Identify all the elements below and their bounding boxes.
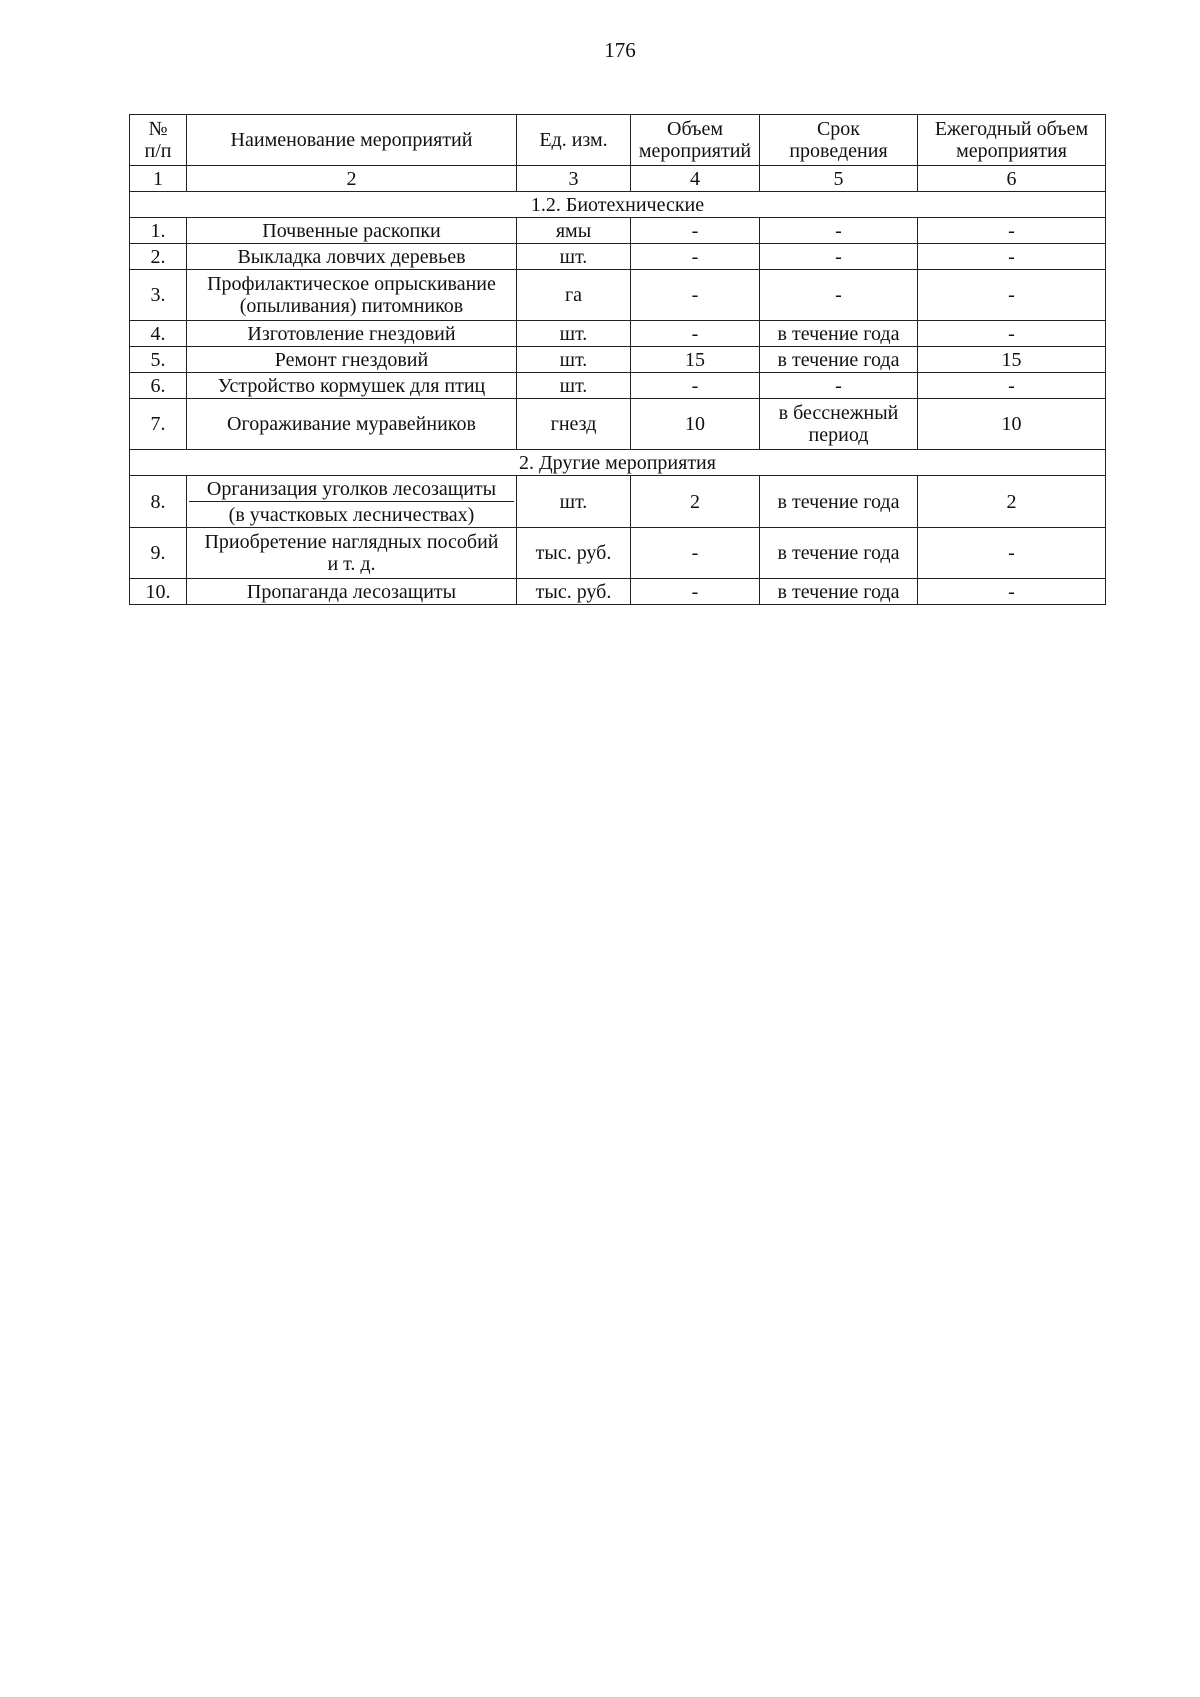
row-name-part: Организация уголков лесозащиты	[206, 477, 497, 500]
row-term: в течение года	[760, 321, 918, 347]
row-number: 2.	[130, 244, 187, 270]
row-term: -	[760, 244, 918, 270]
row-unit: тыс. руб.	[517, 528, 631, 579]
row-number: 6.	[130, 373, 187, 399]
row-annual: -	[918, 218, 1106, 244]
row-volume: -	[631, 244, 760, 270]
row-unit: ямы	[517, 218, 631, 244]
table-row	[130, 218, 1106, 244]
header-num: № п/п	[130, 115, 187, 166]
row-name	[187, 270, 517, 321]
row-number: 5.	[130, 347, 187, 373]
row-name: Изготовление гнездовий	[187, 321, 517, 347]
row-number: 4.	[130, 321, 187, 347]
row-annual: -	[918, 270, 1106, 321]
header-volume: Объем мероприятий	[631, 115, 760, 166]
table-row	[130, 347, 1106, 373]
table-row	[130, 528, 1106, 579]
table-row	[130, 579, 1106, 605]
row-name-line: Профилактическое опрыскивание	[207, 273, 496, 295]
row-annual: -	[918, 579, 1106, 605]
row-name	[187, 528, 517, 579]
column-number: 3	[517, 166, 631, 192]
row-volume: -	[631, 218, 760, 244]
row-annual: -	[918, 528, 1106, 579]
row-term: в течение года	[760, 579, 918, 605]
row-volume: -	[631, 579, 760, 605]
row-term: в течение года	[760, 476, 918, 528]
row-annual: -	[918, 244, 1106, 270]
section-row	[130, 192, 1106, 218]
row-number: 10.	[130, 579, 187, 605]
section-title: 1.2. Биотехнические	[130, 192, 1106, 218]
row-name-line: (опыливания) питомников	[239, 295, 464, 317]
row-volume: 10	[631, 399, 760, 450]
table-row	[130, 244, 1106, 270]
row-name: Пропаганда лесозащиты	[187, 579, 517, 605]
row-term	[760, 399, 918, 450]
row-number: 3.	[130, 270, 187, 321]
header-annual: Ежегодный объем мероприятия	[918, 115, 1106, 166]
row-name: Огораживание муравейников	[187, 399, 517, 450]
row-annual: -	[918, 373, 1106, 399]
row-term-line: период	[808, 424, 869, 446]
row-number: 1.	[130, 218, 187, 244]
header-name: Наименование мероприятий	[187, 115, 517, 166]
row-name: Ремонт гнездовий	[187, 347, 517, 373]
column-number: 1	[130, 166, 187, 192]
column-number: 5	[760, 166, 918, 192]
row-number: 7.	[130, 399, 187, 450]
row-unit: шт.	[517, 347, 631, 373]
column-number: 2	[187, 166, 517, 192]
row-unit: шт.	[517, 321, 631, 347]
section-title: 2. Другие мероприятия	[130, 450, 1106, 476]
row-volume: -	[631, 270, 760, 321]
table-row	[130, 321, 1106, 347]
row-volume: 2	[631, 476, 760, 528]
row-volume: -	[631, 321, 760, 347]
row-volume: -	[631, 528, 760, 579]
table-row	[130, 270, 1106, 321]
row-name-line: Приобретение наглядных пособий	[204, 531, 499, 553]
column-number: 6	[918, 166, 1106, 192]
row-term: -	[760, 218, 918, 244]
row-annual: 15	[918, 347, 1106, 373]
row-unit: тыс. руб.	[517, 579, 631, 605]
row-annual: -	[918, 321, 1106, 347]
row-annual: 2	[918, 476, 1106, 528]
row-annual: 10	[918, 399, 1106, 450]
row-term: -	[760, 373, 918, 399]
row-number: 8.	[130, 476, 187, 528]
row-name: Почвенные раскопки	[187, 218, 517, 244]
row-name: Устройство кормушек для птиц	[187, 373, 517, 399]
row-term: в течение года	[760, 528, 918, 579]
row-term: в течение года	[760, 347, 918, 373]
row-name-part: (в участковых лесничествах)	[189, 501, 514, 527]
header-term: Срок проведения	[760, 115, 918, 166]
table-row	[130, 476, 1106, 528]
row-number: 9.	[130, 528, 187, 579]
row-name	[187, 476, 517, 528]
page-number: 176	[604, 38, 636, 62]
row-unit: шт.	[517, 373, 631, 399]
column-numbers-row	[130, 166, 1106, 192]
row-unit: шт.	[517, 476, 631, 528]
row-volume: -	[631, 373, 760, 399]
section-row	[130, 450, 1106, 476]
row-unit: шт.	[517, 244, 631, 270]
table-row	[130, 399, 1106, 450]
table-body	[130, 115, 1106, 605]
row-unit: гнезд	[517, 399, 631, 450]
row-unit: га	[517, 270, 631, 321]
row-term-line: в бесснежный	[778, 402, 899, 424]
measures-table	[129, 114, 1106, 605]
table-row	[130, 373, 1106, 399]
row-name: Выкладка ловчих деревьев	[187, 244, 517, 270]
row-volume: 15	[631, 347, 760, 373]
header-row	[130, 115, 1106, 166]
column-number: 4	[631, 166, 760, 192]
header-unit: Ед. изм.	[517, 115, 631, 166]
row-term: -	[760, 270, 918, 321]
row-name-line: и т. д.	[327, 553, 376, 575]
